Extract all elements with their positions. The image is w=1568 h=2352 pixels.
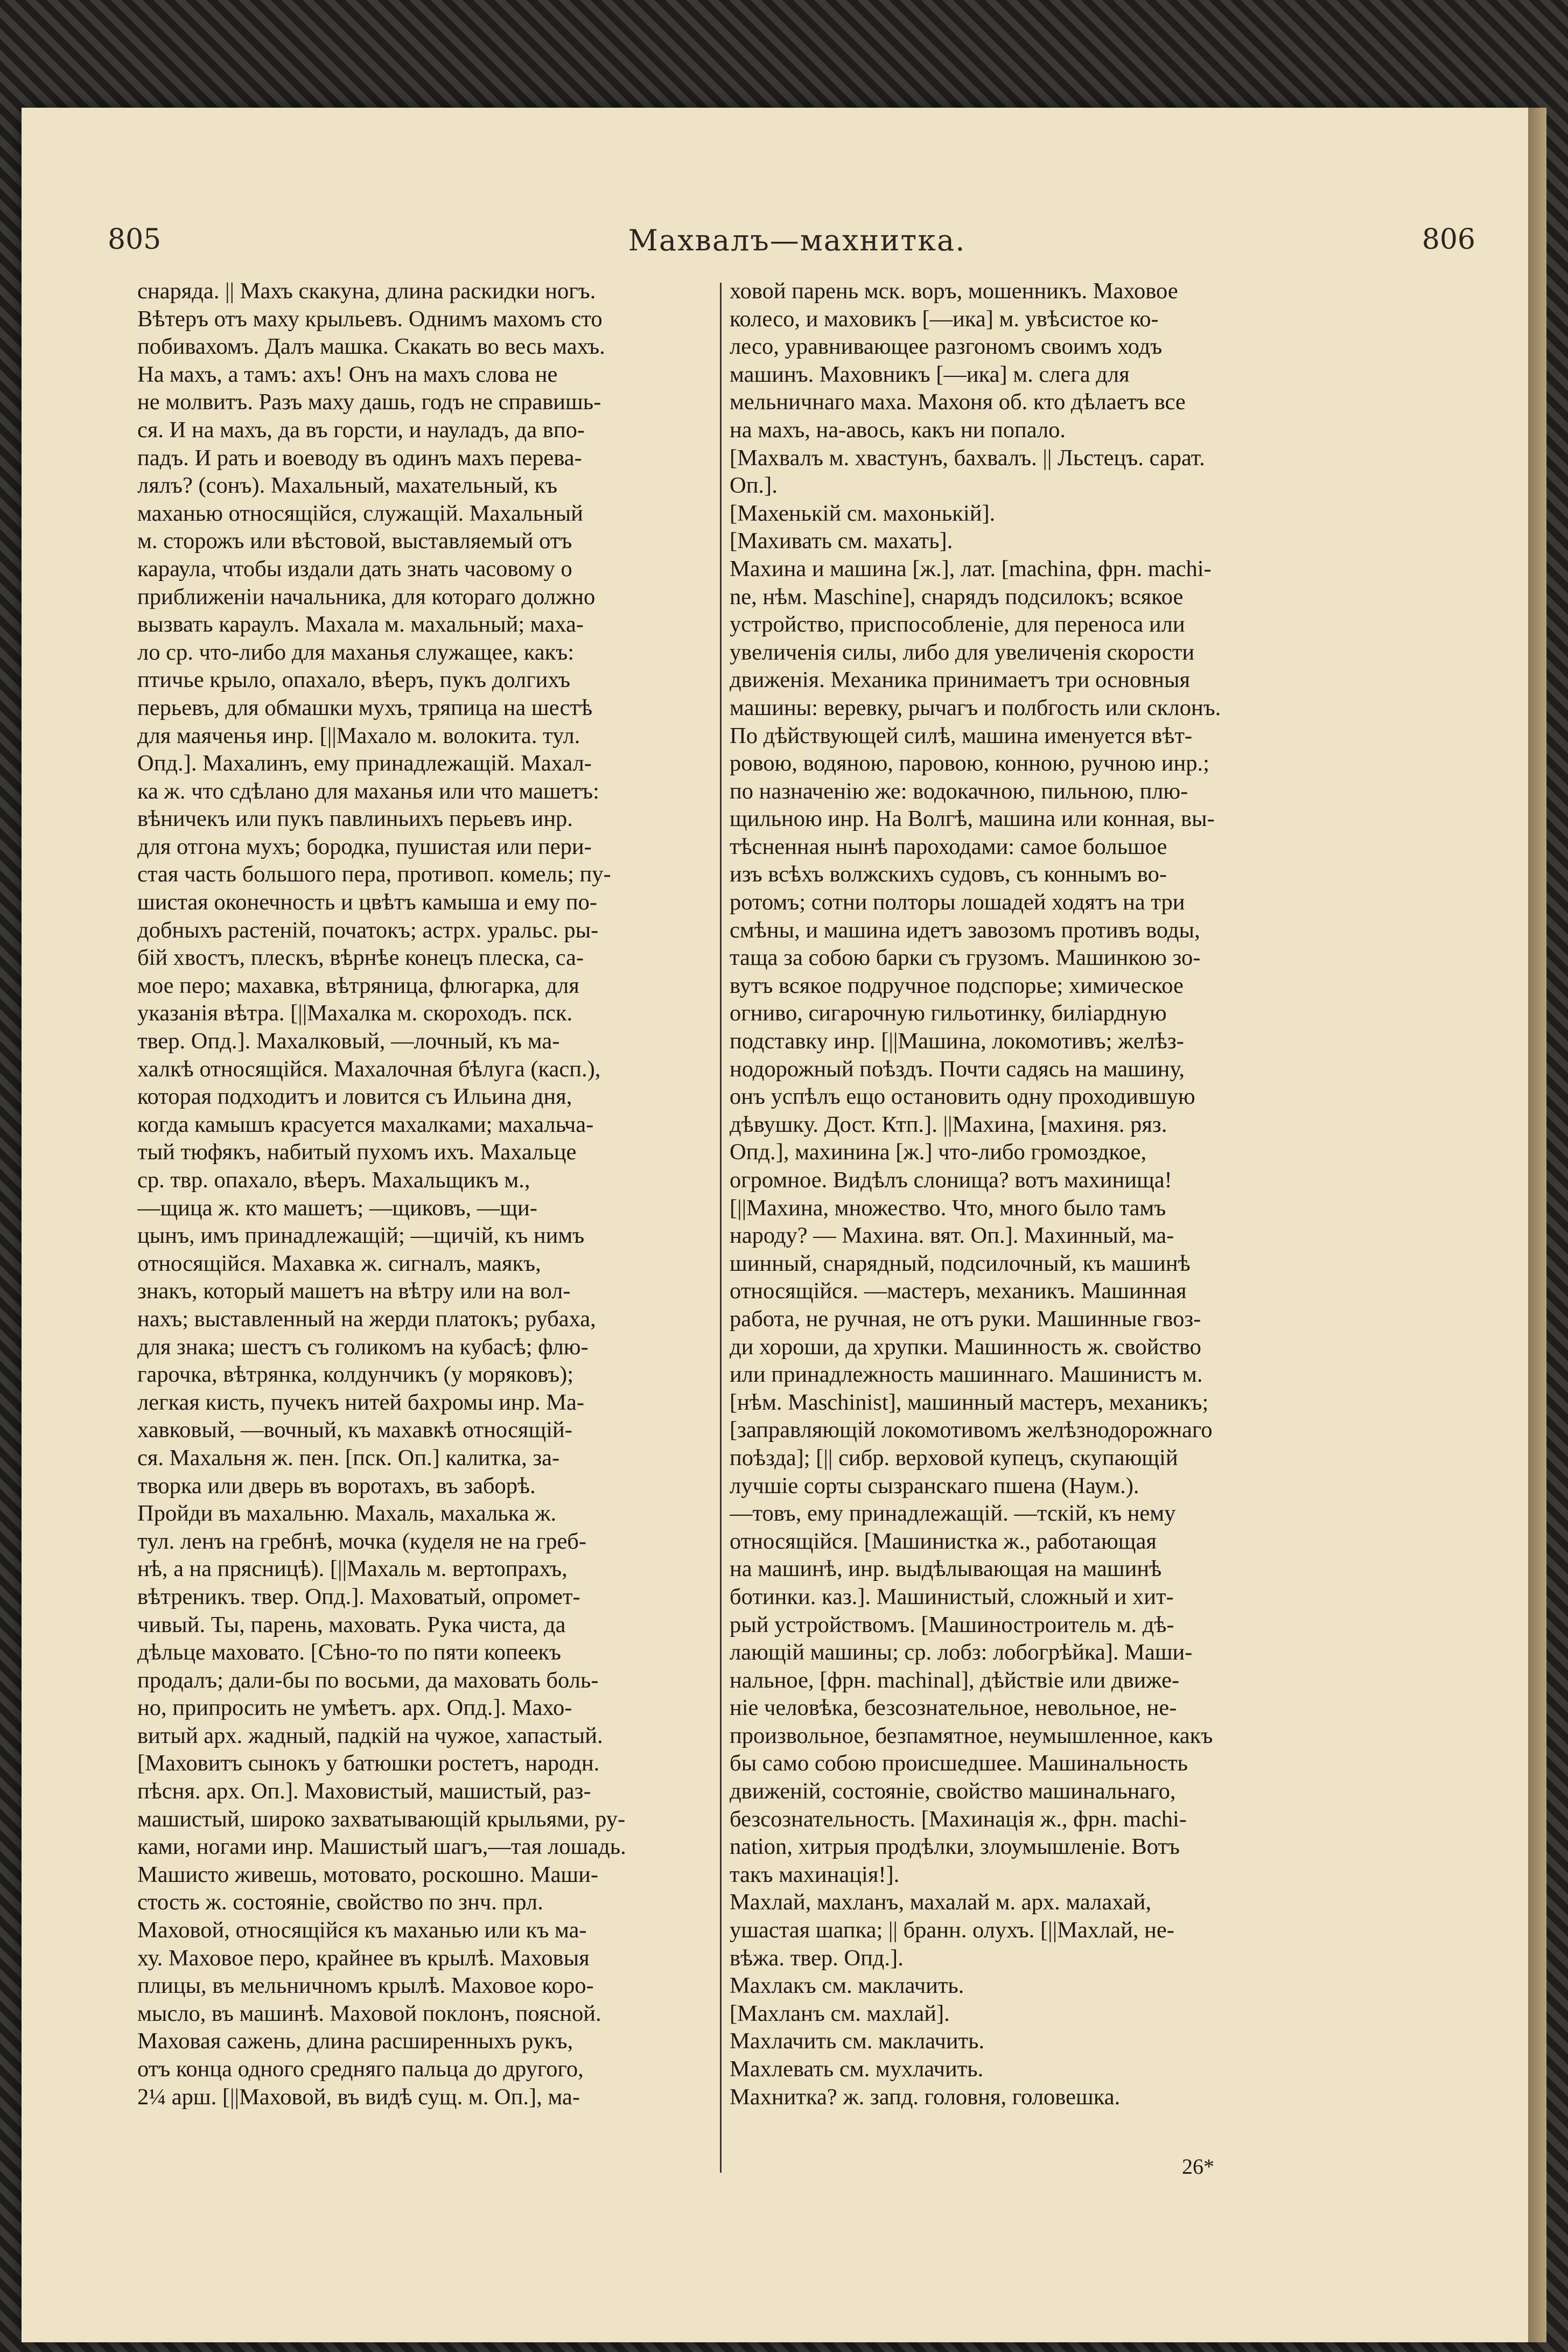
text-line: [Махвалъ м. хвастунъ, бахвалъ. || Льстецъ. сарат. bbox=[730, 445, 1205, 471]
text-line: [Маховитъ сынокъ у батюшки ростетъ, народн. bbox=[137, 1751, 600, 1776]
text-line: или принадлежность машиннаго. Машинистъ м. bbox=[730, 1362, 1203, 1388]
text-line: добныхъ растеній, початокъ; астрх. уральс. ры- bbox=[137, 917, 599, 943]
text-line: работа, не ручная, не отъ руки. Машинные гвоз- bbox=[730, 1306, 1201, 1332]
text-line: ротомъ; сотни полторы лошадей ходятъ на три bbox=[730, 890, 1185, 915]
text-line: для отгона мухъ; бородка, пушистая или пери- bbox=[137, 834, 592, 859]
text-line: падъ. И рать и воеводу въ одинъ махъ перева- bbox=[137, 445, 582, 471]
text-line: Махлай, махланъ, махалай м. арх. малахай, bbox=[730, 1889, 1152, 1915]
text-line: нахъ; выставленный на жерди платокъ; рубаха, bbox=[137, 1306, 596, 1332]
page-title: Махвалъ—махнитка. bbox=[628, 223, 966, 257]
text-line: Оп.]. bbox=[730, 473, 778, 499]
text-line: увеличенія силы, либо для увеличенія скорости bbox=[730, 639, 1195, 665]
text-line: плицы, въ мельничномъ крылѣ. Маховое коро- bbox=[137, 1973, 594, 1999]
text-line: онъ успѣлъ ещо остановить одну проходившую bbox=[730, 1084, 1195, 1110]
text-line: колесо, и маховикъ [—ика] м. увѣсистое ко- bbox=[730, 306, 1159, 332]
text-line: [Махенькій см. махонькій]. bbox=[730, 500, 996, 526]
text-line: которая подходитъ и ловится съ Ильина дня, bbox=[137, 1084, 572, 1110]
text-line: нѣ, а на прясницѣ). [||Махаль м. вертопрахъ, bbox=[137, 1556, 568, 1582]
text-line: Маховой, относящійся къ маханью или къ ма- bbox=[137, 1917, 587, 1943]
text-line: стость ж. состояніе, свойство по знч. прл. bbox=[137, 1889, 543, 1915]
text-line: Махнитка? ж. запд. головня, головешка. bbox=[730, 2084, 1121, 2110]
text-line: —щица ж. кто машетъ; —щиковъ, —щи- bbox=[137, 1195, 537, 1221]
text-line: машинъ. Маховникъ [—ика] м. слега для bbox=[730, 361, 1130, 387]
text-line: Махлакъ см. маклачить. bbox=[730, 1973, 964, 1999]
text-line: щильною инр. На Волгѣ, машина или конная, вы- bbox=[730, 806, 1215, 832]
text-line: Махина и машина [ж.], лат. [machina, фрн. machi- bbox=[730, 556, 1212, 582]
text-line: Опд.]. Махалинъ, ему принадлежащій. Махал- bbox=[137, 751, 592, 776]
text-line: ло ср. что-либо для маханья служащее, какъ: bbox=[137, 639, 575, 665]
text-line: м. сторожъ или вѣстовой, выставляемый отъ bbox=[137, 528, 572, 554]
text-line: произвольное, безпамятное, неумышленное, какъ bbox=[730, 1723, 1213, 1748]
text-line: Махлевать см. мухлачить. bbox=[730, 2056, 984, 2082]
text-line: лялъ? (сонъ). Махальный, махательный, къ bbox=[137, 473, 558, 499]
running-header bbox=[108, 223, 1486, 256]
text-line: Махлачить см. маклачить. bbox=[730, 2028, 985, 2054]
text-line: мельничнаго маха. Махоня об. кто дѣлаетъ все bbox=[730, 389, 1186, 415]
text-line: побивахомъ. Далъ машка. Скакать во весь махъ. bbox=[137, 334, 605, 360]
text-line: вѣжа. твер. Опд.]. bbox=[730, 1945, 904, 1971]
text-line: нодорожный поѣздъ. Почти садясь на машину, bbox=[730, 1056, 1185, 1082]
text-line: тѣсненная нынѣ пароходами: самое большое bbox=[730, 834, 1167, 859]
text-line: ся. И на махъ, да въ горсти, и науладъ, да впо- bbox=[137, 417, 585, 443]
text-line: халкѣ относящійся. Махалочная бѣлуга (касп.), bbox=[137, 1056, 601, 1082]
page-number-left: 805 bbox=[108, 223, 162, 256]
text-line: чивый. Ты, парень, маховать. Рука чиста, да bbox=[137, 1612, 566, 1637]
text-line: Маховая сажень, длина расширенныхъ рукъ, bbox=[137, 2028, 573, 2054]
text-line: смѣны, и машина идетъ завозомъ противъ воды, bbox=[730, 917, 1200, 943]
text-line: [Махивать см. махать]. bbox=[730, 528, 953, 554]
text-line: творка или дверь въ воротахъ, въ заборѣ. bbox=[137, 1473, 536, 1499]
text-line: огромное. Видѣлъ слонища? вотъ махинища! bbox=[730, 1167, 1172, 1193]
text-line: народу? — Махина. вят. Оп.]. Махинный, ма- bbox=[730, 1223, 1174, 1249]
text-line: [Махланъ см. махлай]. bbox=[730, 2000, 950, 2026]
text-line: дѣвушку. Дост. Ктп.]. ||Махина, [махиня. ряз. bbox=[730, 1111, 1167, 1137]
text-line: [||Махина, множество. Что, много было тамъ bbox=[730, 1195, 1166, 1221]
text-line: на машинѣ, инр. выдѣлывающая на машинѣ bbox=[730, 1556, 1162, 1582]
text-line: бій хвостъ, плескъ, вѣрнѣе конецъ плеска, са- bbox=[137, 945, 584, 971]
text-line: машины: веревку, рычагъ и полбгость или склонъ. bbox=[730, 695, 1221, 720]
page-number-right: 806 bbox=[1422, 223, 1475, 256]
signature-mark: 26* bbox=[1182, 2154, 1214, 2179]
text-line: подставку инр. [||Машина, локомотивъ; желѣз- bbox=[730, 1028, 1184, 1054]
text-line: стая часть большого пера, противоп. комель; пу- bbox=[137, 862, 611, 887]
text-line: ср. твр. опахало, вѣеръ. Махальщикъ м., bbox=[137, 1167, 530, 1193]
text-line: изъ всѣхъ волжскихъ судовъ, съ коннымъ во- bbox=[730, 862, 1167, 887]
text-line: ніе человѣка, безсознательное, невольное, не- bbox=[730, 1695, 1177, 1721]
text-line: для маяченья инр. [||Махало м. волокита. тул. bbox=[137, 723, 580, 748]
page-edge bbox=[1528, 108, 1546, 2342]
text-line: ками, ногами инр. Машистый шагъ,—тая лошадь. bbox=[137, 1834, 626, 1860]
text-line: снаряда. || Махъ скакуна, длина раскидки ногъ. bbox=[137, 278, 596, 304]
text-line: относящійся. [Машинистка ж., работающая bbox=[730, 1528, 1157, 1554]
text-line: движенія. Механика принимаетъ три основныя bbox=[730, 667, 1191, 693]
text-line: безсознательность. [Махинація ж., фрн. machi- bbox=[730, 1806, 1187, 1832]
text-line: когда камышъ красуется махалками; махальча- bbox=[137, 1111, 594, 1137]
text-line: пѣсня. арх. Оп.]. Маховистый, машистый, раз- bbox=[137, 1779, 591, 1804]
text-line: вѣничекъ или пукъ павлиньихъ перьевъ инр. bbox=[137, 806, 573, 832]
text-line: По дѣйствующей силѣ, машина именуется вѣт- bbox=[730, 723, 1193, 748]
text-line: поѣзда]; [|| сибр. верховой купецъ, скупающій bbox=[730, 1445, 1178, 1471]
text-line: 2¼ арш. [||Маховой, въ видѣ сущ. м. Оп.], ма- bbox=[137, 2084, 580, 2110]
text-line: продалъ; дали-бы по восьми, да маховать боль- bbox=[137, 1667, 599, 1693]
text-line: [нѣм. Maschinist], машинный мастеръ, механикъ; bbox=[730, 1389, 1209, 1415]
text-line: не молвитъ. Разъ маху дашь, годъ не справишь- bbox=[137, 389, 601, 415]
text-line: ху. Маховое перо, крайнее въ крылѣ. Маховыя bbox=[137, 1945, 590, 1971]
text-line: относящійся. Махавка ж. сигналъ, маякъ, bbox=[137, 1250, 541, 1276]
text-line: караула, чтобы издали дать знать часовому о bbox=[137, 556, 572, 582]
text-line: Пройди въ махальню. Махаль, махалька ж. bbox=[137, 1501, 557, 1527]
text-line: машистый, широко захватывающій крыльями, ру- bbox=[137, 1806, 626, 1832]
text-line: шистая оконечность и цвѣтъ камыша и ему по- bbox=[137, 890, 597, 915]
left-column bbox=[137, 277, 711, 2111]
text-line: ди хороши, да хрупки. Машинность ж. свойство bbox=[730, 1334, 1201, 1360]
text-line: [заправляющій локомотивомъ желѣзнодорожнаго bbox=[730, 1417, 1213, 1443]
text-line: тул. ленъ на гребнѣ, мочка (куделя не на греб- bbox=[137, 1528, 587, 1554]
text-line: указанія вѣтра. [||Махалка м. скороходъ. пск. bbox=[137, 1000, 573, 1026]
text-line: мое перо; махавка, вѣтряница, флюгарка, для bbox=[137, 972, 579, 998]
text-line: витый арх. жадный, падкій на чужое, хапастый. bbox=[137, 1723, 603, 1748]
text-line: На махъ, а тамъ: ахъ! Онъ на махъ слова не bbox=[137, 361, 558, 387]
text-line: лесо, уравнивающее разгономъ своимъ ходъ bbox=[730, 334, 1163, 360]
text-line: лучшіе сорты сызранскаго пшена (Наум.). bbox=[730, 1473, 1139, 1499]
text-line: ушастая шапка; || бранн. олухъ. [||Махлай, не- bbox=[730, 1917, 1174, 1943]
text-line: лающій машины; ср. лобз: лобогрѣйка]. Маши- bbox=[730, 1640, 1193, 1665]
text-line: такъ махинація!]. bbox=[730, 1861, 900, 1887]
text-line: птичье крыло, опахало, вѣеръ, пукъ долгихъ bbox=[137, 667, 570, 693]
text-line: перьевъ, для обмашки мухъ, тряпица на шестѣ bbox=[137, 695, 593, 720]
text-line: nation, хитрыя продѣлки, злоумышленіе. Вотъ bbox=[730, 1834, 1180, 1860]
text-line: тый тюфякъ, набитый пухомъ ихъ. Махальце bbox=[137, 1139, 577, 1165]
text-line: Вѣтеръ отъ маху крыльевъ. Однимъ махомъ сто bbox=[137, 306, 603, 332]
text-line: твер. Опд.]. Махалковый, —лочный, къ ма- bbox=[137, 1028, 560, 1054]
text-line: дѣльце маховато. [Сѣно-то по пяти копеекъ bbox=[137, 1640, 561, 1665]
text-line: нальное, [фрн. machinal], дѣйствіе или движе- bbox=[730, 1667, 1180, 1693]
text-line: рый устройствомъ. [Машиностроитель м. дѣ- bbox=[730, 1612, 1174, 1637]
text-line: ровою, водяною, паровою, конною, ручною инр.; bbox=[730, 751, 1209, 776]
text-line: таща за собою барки съ грузомъ. Машинкою зо- bbox=[730, 945, 1201, 971]
text-line: по назначенію же: водокачною, пильною, плю- bbox=[730, 778, 1188, 804]
text-line: —товъ, ему принадлежащій. —тскій, къ нему bbox=[730, 1501, 1176, 1527]
text-line: для знака; шестъ съ голикомъ на кубасѣ; флю- bbox=[137, 1334, 589, 1360]
text-line: ne, нѣм. Maschine], снарядъ подсилокъ; всякое bbox=[730, 584, 1184, 610]
text-line: на махъ, на-авось, какъ ни попало. bbox=[730, 417, 1066, 443]
text-line: Машисто живешь, мотовато, роскошно. Маши- bbox=[137, 1861, 599, 1887]
text-line: относящійся. —мастеръ, механикъ. Машинная bbox=[730, 1278, 1187, 1304]
text-line: вутъ всякое подручное подспорье; химическое bbox=[730, 972, 1184, 998]
text-line: хавковый, —вочный, къ махавкѣ относящій- bbox=[137, 1417, 572, 1443]
text-line: знакъ, который машетъ на вѣтру или на вол- bbox=[137, 1278, 571, 1304]
text-line: гарочка, вѣтрянка, колдунчикъ (у моряковъ); bbox=[137, 1362, 574, 1388]
text-line: легкая кисть, пучекъ нитей бахромы инр. Ма- bbox=[137, 1389, 585, 1415]
text-line: бы само собою происшедшее. Машинальность bbox=[730, 1751, 1188, 1776]
text-line: вѣтреникъ. твер. Опд.]. Маховатый, опромет- bbox=[137, 1584, 580, 1609]
text-line: но, припросить не умѣетъ. арх. Опд.]. Махо- bbox=[137, 1695, 572, 1721]
text-line: устройство, приспособленіе, для переноса или bbox=[730, 612, 1185, 638]
text-line: движеній, состояніе, свойство машинальнаго, bbox=[730, 1779, 1176, 1804]
text-line: приближеніи начальника, для котораго должно bbox=[137, 584, 596, 610]
text-line: ховой парень мск. воръ, мошенникъ. Маховое bbox=[730, 278, 1178, 304]
text-line: отъ конца одного средняго пальца до другого, bbox=[137, 2056, 584, 2082]
right-column bbox=[730, 277, 1319, 2111]
column-divider bbox=[720, 283, 722, 2173]
text-line: Опд.], махинина [ж.] что-либо громоздкое, bbox=[730, 1139, 1147, 1165]
text-line: ка ж. что сдѣлано для маханья или что машетъ: bbox=[137, 778, 599, 804]
text-line: огниво, сигарочную гильотинку, биліардную bbox=[730, 1000, 1167, 1026]
text-line: вызвать караулъ. Махала м. махальный; маха- bbox=[137, 612, 584, 638]
text-line: цынъ, имъ принадлежащій; —щичій, къ нимъ bbox=[137, 1223, 585, 1249]
text-line: мысло, въ машинѣ. Маховой поклонъ, поясной. bbox=[137, 2000, 601, 2026]
text-line: ботинки. каз.]. Машинистый, сложный и хит- bbox=[730, 1584, 1174, 1609]
text-line: шинный, снарядный, подсилочный, къ машинѣ bbox=[730, 1250, 1191, 1276]
text-line: ся. Махальня ж. пен. [пск. Оп.] калитка, за- bbox=[137, 1445, 560, 1471]
text-line: маханью относящійся, служащій. Махальный bbox=[137, 500, 583, 526]
